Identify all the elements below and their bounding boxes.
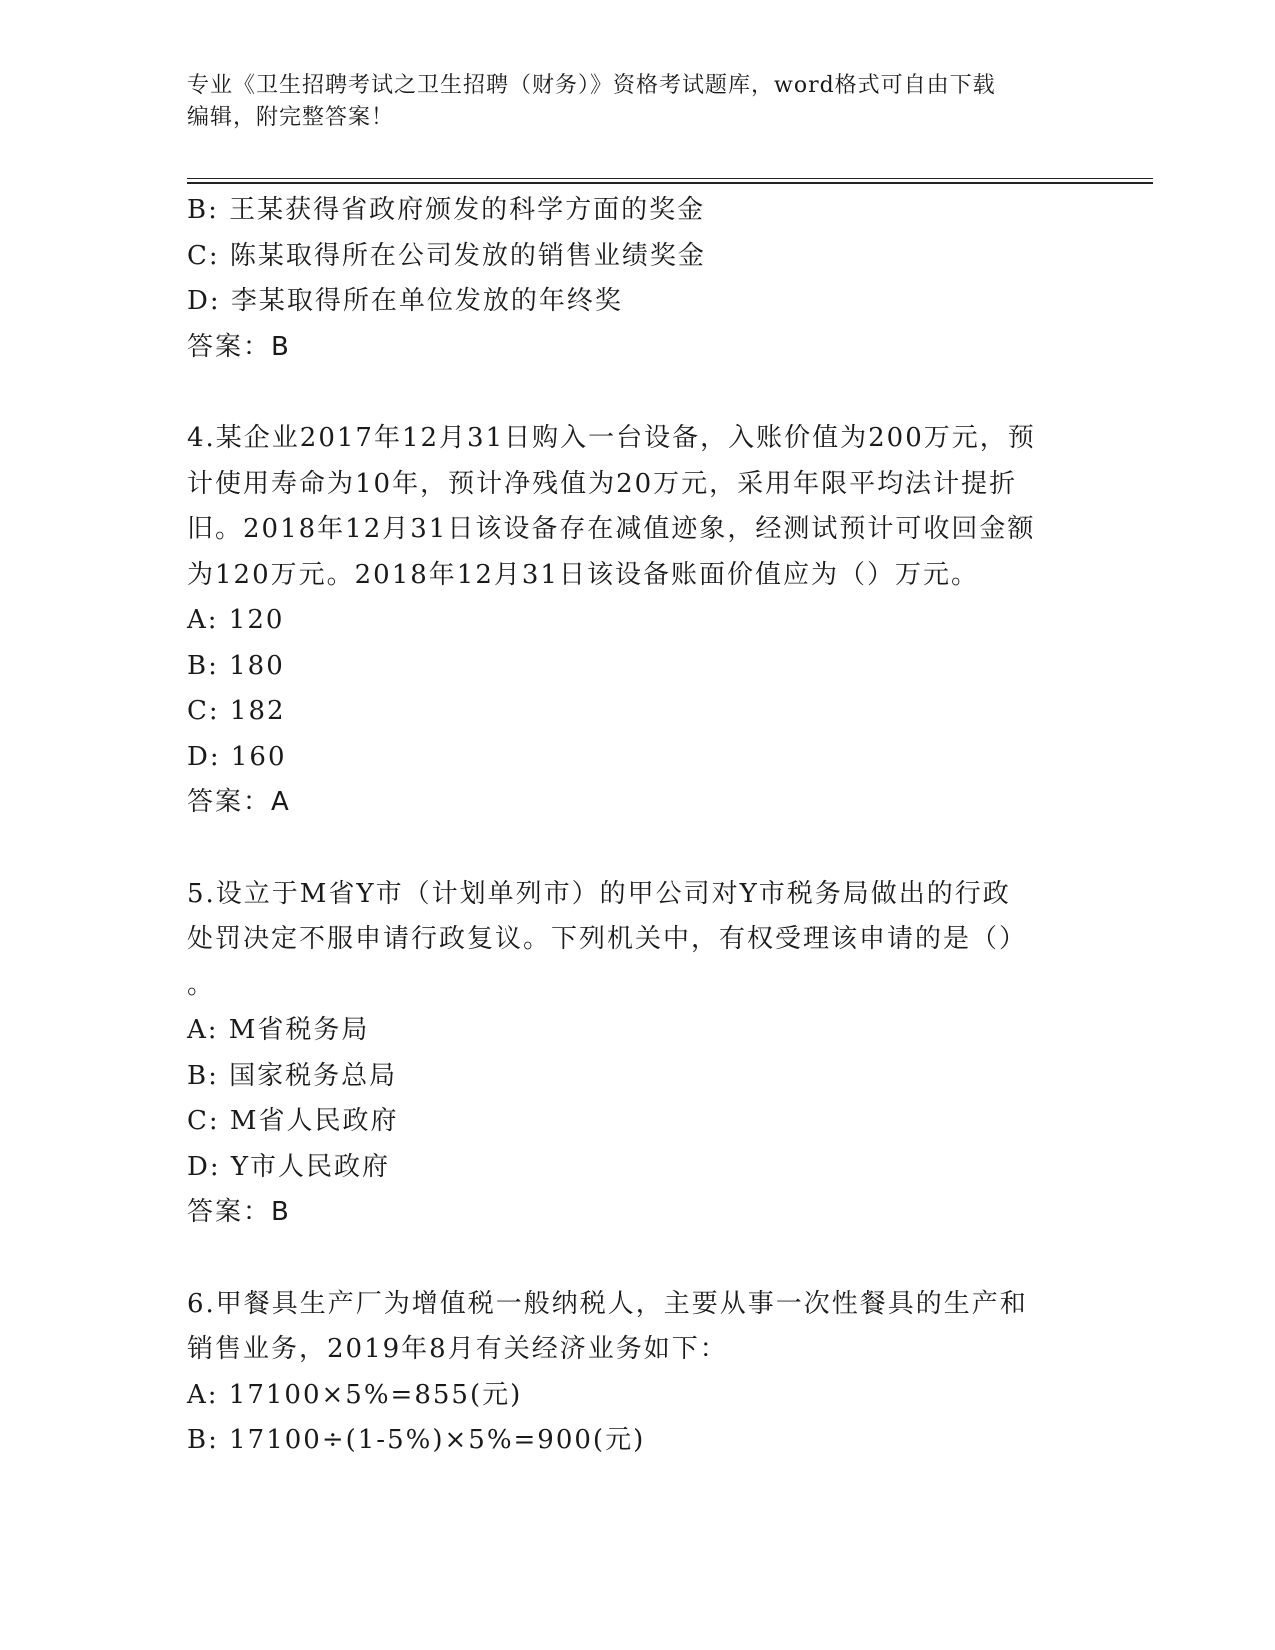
question-4 [187, 416, 1087, 826]
option-a: A: 120 [187, 605, 285, 635]
option-d: D: Y市人民政府 [187, 1151, 391, 1182]
header-line-1: 专业《卫生招聘考试之卫生招聘（财务）》资格考试题库，word格式可自由下载 [187, 73, 996, 98]
header-line-2: 编辑，附完整答案！ [187, 105, 395, 130]
option-c: C: 182 [187, 696, 286, 726]
spacer [187, 1236, 1087, 1282]
option-a: A: M省税务局 [187, 1015, 370, 1045]
spacer [187, 826, 1087, 872]
option-d: D: 李某取得所在单位发放的年终奖 [187, 286, 623, 316]
answer: 答案：B [187, 331, 291, 362]
question-list [187, 188, 1087, 1464]
option-b: B: 180 [187, 650, 285, 681]
option-a: A: 17100×5%=855(元) [187, 1379, 523, 1410]
question-stem-line: 处罚决定不服申请行政复议。下列机关中，有权受理该申请的是（） [187, 924, 1028, 954]
option-b: B: 17100÷(1-5%)×5%=900(元) [187, 1425, 646, 1455]
header-rule-thick [187, 182, 1153, 184]
document-header [187, 70, 1067, 134]
option-d: D: 160 [187, 741, 287, 772]
header-rule-thin [187, 178, 1153, 179]
question-stem-line: 计使用寿命为10年，预计净残值为20万元，采用年限平均法计提折 [187, 468, 1018, 499]
question-stem-line: 6.甲餐具生产厂为增值税一般纳税人，主要从事一次性餐具的生产和 [187, 1288, 1028, 1319]
question-stem-line: 。 [187, 969, 216, 1000]
question-stem-line: 销售业务，2019年8月有关经济业务如下： [187, 1334, 728, 1364]
question-stem-line: 为120万元。2018年12月31日该设备账面价值应为（）万元。 [187, 559, 979, 590]
option-b: B: 国家税务总局 [187, 1060, 398, 1091]
spacer [187, 370, 1087, 416]
answer: 答案：A [187, 787, 291, 817]
question-3 [187, 188, 1087, 370]
option-b: B: 王某获得省政府颁发的科学方面的奖金 [187, 195, 706, 225]
question-stem-line: 4.某企业2017年12月31日购入一台设备，入账价值为200万元，预 [187, 423, 1036, 453]
question-stem-line: 5.设立于M省Y市（计划单列市）的甲公司对Y市税务局做出的行政 [187, 878, 1011, 909]
answer: 答案：B [187, 1197, 291, 1227]
option-c: C: M省人民政府 [187, 1106, 399, 1136]
option-c: C: 陈某取得所在公司发放的销售业绩奖金 [187, 240, 706, 271]
question-stem-line: 旧。2018年12月31日该设备存在减值迹象，经测试预计可收回金额 [187, 514, 1036, 544]
question-6 [187, 1282, 1087, 1464]
question-5 [187, 872, 1087, 1236]
